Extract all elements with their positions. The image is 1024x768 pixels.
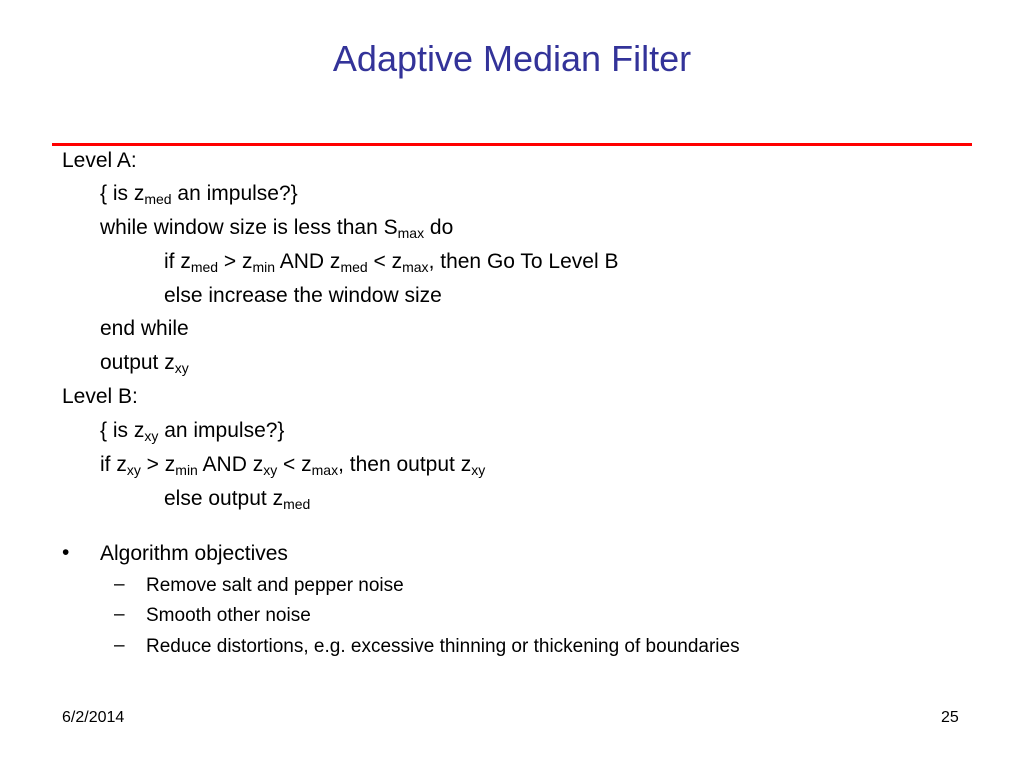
- level-b-heading: Level B:: [62, 385, 138, 408]
- title-divider: [52, 143, 972, 146]
- level-b-line-1: { is $z_{xy}$ an impulse?}: [100, 419, 285, 444]
- objective-item: Reduce distortions, e.g. excessive thinning or thickening of boundaries: [146, 636, 740, 657]
- level-b-line-2: if $z_{xy} > z_{min}$ AND $z_{xy} < z_{max}$, then output $z_{xy}$: [100, 453, 486, 478]
- objective-item: Smooth other noise: [146, 605, 311, 626]
- objective-item: Remove salt and pepper noise: [146, 575, 404, 596]
- level-a-line-4: else increase the window size: [164, 284, 442, 307]
- dash-icon: –: [114, 635, 125, 656]
- dash-icon: –: [114, 574, 125, 595]
- bullet-icon: •: [62, 541, 70, 564]
- footer-date: 6/2/2014: [62, 709, 125, 726]
- level-a-line-1: { is $z_{med}$ an impulse?}: [100, 182, 298, 207]
- objectives-heading: Algorithm objectives: [100, 542, 288, 565]
- level-a-line-2: while window size is less than $S_{max}$ do: [100, 216, 454, 241]
- dash-icon: –: [114, 604, 125, 625]
- slide-title: Adaptive Median Filter: [332, 38, 692, 79]
- footer-page-number: 25: [941, 709, 959, 726]
- level-b-line-3: else output $z_{med}$: [164, 487, 311, 512]
- level-a-line-5: end while: [100, 317, 189, 340]
- level-a-heading: Level A:: [62, 149, 137, 172]
- level-a-line-3: if $z_{med} > z_{min}$ AND $z_{med} < z_{max}$, then Go To Level B: [164, 250, 619, 275]
- level-a-line-6: output $z_{xy}$: [100, 351, 189, 376]
